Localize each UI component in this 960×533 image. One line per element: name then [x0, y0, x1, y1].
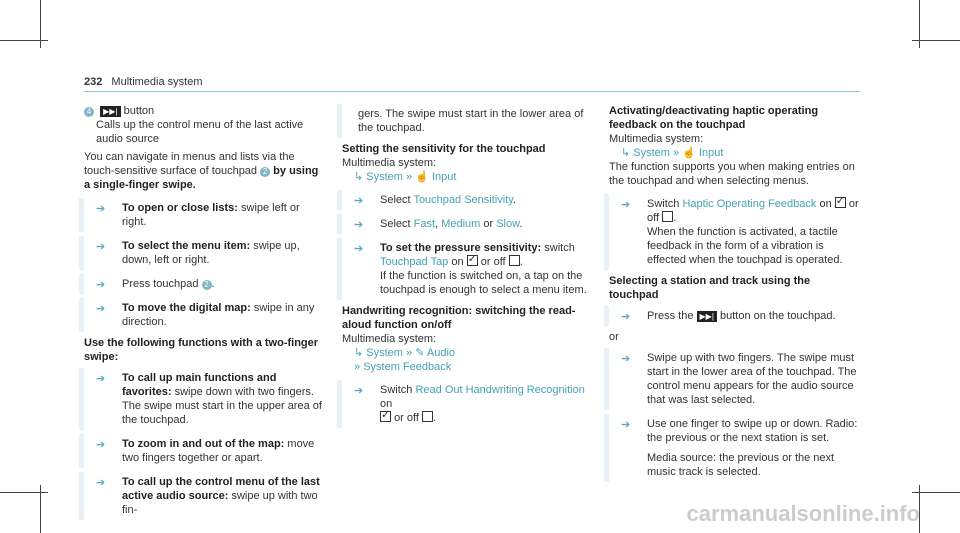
arrow-icon: ➔: [354, 195, 364, 207]
sw-pre: Switch: [647, 198, 680, 210]
list-item: [79, 368, 324, 430]
list-item: [79, 472, 324, 520]
read-out-handwriting-link[interactable]: Read Out Handwriting Recognition: [415, 384, 585, 396]
b5-text: swipe down with two fingers. The swipe must start in the upper area of the touchpad.: [122, 386, 322, 426]
next-track-icon: ▶▶|: [697, 311, 717, 322]
nav-intro-tail: by using a single-finger swipe.: [84, 165, 319, 191]
arrow-icon: ➔: [354, 219, 364, 231]
checkbox-on-icon: [467, 255, 478, 266]
or3: or: [848, 198, 859, 210]
or-off-word: or off: [480, 256, 506, 268]
slow-option[interactable]: Slow: [496, 218, 520, 230]
haptic-heading: Activating/deactivating haptic operating feedback on the touchpad: [609, 105, 819, 131]
system-feedback: System Feedback: [363, 361, 452, 373]
press-text: switch: [544, 242, 575, 254]
switch-pre: Switch: [380, 384, 413, 396]
arrow-icon: ➔: [96, 279, 106, 291]
b7-text: swipe up with two fin-: [122, 490, 318, 516]
column-2: [342, 104, 592, 432]
on-word: on: [451, 256, 464, 268]
checkbox-on-icon: [380, 411, 391, 422]
crop-mark: [912, 40, 960, 41]
two-finger-heading: Use the following functions with a two-finger swipe:: [84, 337, 319, 363]
list-item: [604, 306, 859, 326]
on2: on: [380, 398, 393, 410]
b2-text: swipe up, down, left or right.: [122, 240, 300, 266]
list-item: [79, 434, 324, 468]
haptic-desc: The function supports you when making entries on the touchpad and when selecting menus.: [609, 161, 855, 187]
on3: on: [819, 198, 832, 210]
list-item: ➔ Switch Read Out Handwriting Recognition on ✓ or off .: [337, 380, 592, 428]
callout-4-icon: 4: [84, 107, 94, 117]
list-item: [79, 198, 324, 232]
arrow-icon: ➔: [96, 303, 106, 315]
press-pre: Press the: [647, 310, 694, 322]
press-title: To set the pressure sensitivity:: [380, 242, 542, 254]
checkbox-off-icon: [662, 211, 673, 222]
arrow-icon: ➔: [96, 477, 106, 489]
handwriting-heading: Handwriting recognition: switching the read-aloud function on/off: [342, 305, 576, 331]
menu-path: ↳ System » ☝ Input: [621, 147, 724, 159]
sensitivity-heading: Setting the sensitivity for the touchpad: [342, 143, 546, 155]
medium-option[interactable]: Medium: [441, 218, 481, 230]
continued-text: [337, 104, 592, 138]
touchpad-tap-link[interactable]: Touchpad Tap: [380, 256, 449, 268]
list-item: [604, 348, 859, 410]
checkbox-off-icon: [422, 411, 433, 422]
checkbox-on-icon: [835, 197, 846, 208]
active-note: When the function is activated, a tactile feedback in the form of a vibration is effected when the touchpad is operated.: [647, 226, 843, 266]
media-text: Media source: the previous or the next music track is selected.: [647, 452, 835, 478]
sys3: System: [633, 147, 670, 159]
finger-text: Use one finger to swipe up or down. Radio: the previous or the next station is set.: [647, 418, 858, 444]
menu-path: » System Feedback: [354, 361, 452, 373]
sys2: System: [366, 347, 403, 359]
arrow-icon: ➔: [621, 419, 631, 431]
callout-2-icon: 2: [260, 167, 270, 177]
b4-text: swipe in any direction.: [122, 302, 315, 328]
station-heading: Selecting a station and track using the touchpad: [609, 275, 811, 301]
sel1-pre: Select: [380, 194, 411, 206]
sys1: System: [366, 171, 403, 183]
input3: Input: [698, 147, 724, 159]
menu-path: ↳ System » ☝ Input: [354, 171, 457, 183]
list-item: [604, 414, 859, 482]
page-header: [84, 76, 203, 88]
ms2: Multimedia system:: [342, 333, 437, 345]
cont-text: gers. The swipe must start in the lower area of the touchpad.: [358, 108, 584, 134]
or-word: or: [483, 218, 494, 230]
callout-2-icon: 2: [202, 280, 212, 290]
list-item: ➔ Press touchpad 2 .: [79, 274, 324, 294]
b7-title: To call up the control menu of the last active audio source:: [122, 476, 320, 502]
list-item: [79, 236, 324, 270]
list-item: [79, 298, 324, 332]
b2-title: To select the menu item:: [122, 240, 251, 252]
or-off2: or off: [394, 412, 419, 424]
arrow-icon: ➔: [96, 241, 106, 253]
b1-text: swipe left or right.: [122, 202, 300, 228]
list-item: ➔ Select Touchpad Sensitivity.: [337, 190, 592, 210]
arrow-icon: ➔: [621, 353, 631, 365]
checkbox-off-icon: [509, 255, 520, 266]
list-item: ➔ Switch Haptic Operating Feedback on ✓ or off . When the function is activated, a tactile feedback in the form of a vibration is effected when the touchpad is operated.: [604, 194, 859, 270]
b6-text: move two fingers together or apart.: [122, 438, 315, 464]
b3-text: Press touchpad: [122, 278, 199, 290]
arrow-icon: ➔: [621, 311, 631, 323]
list-item: ➔ To set the pressure sensitivity: switch Touchpad Tap on ✓ or off . If the function is switched on, a tap on the touchpad is enough to select a menu item.: [337, 238, 592, 300]
arrow-icon: ➔: [354, 243, 364, 255]
or-separator: or: [609, 331, 619, 343]
b5-title: To call up main functions and favorites:: [122, 372, 277, 398]
list-item: ➔ Select Fast, Medium or Slow.: [337, 214, 592, 234]
page-number: 232: [84, 76, 103, 88]
fast-option[interactable]: Fast: [413, 218, 436, 230]
item4-text: Calls up the control menu of the last active audio source: [96, 119, 304, 145]
arrow-icon: ➔: [96, 373, 106, 385]
tap-note: If the function is switched on, a tap on the touchpad is enough to select a menu item.: [380, 270, 587, 296]
arrow-icon: ➔: [621, 199, 631, 211]
sel2-pre: Select: [380, 218, 411, 230]
arrow-icon: ➔: [96, 439, 106, 451]
arrow-icon: ➔: [354, 385, 364, 397]
b1-title: To open or close lists:: [122, 202, 238, 214]
haptic-feedback-link[interactable]: Haptic Operating Feedback: [682, 198, 817, 210]
ms1: Multimedia system:: [342, 157, 437, 169]
touchpad-sensitivity-link[interactable]: Touchpad Sensitivity: [413, 194, 513, 206]
audio-icon: ✎: [415, 347, 425, 359]
crop-mark: [0, 40, 48, 41]
arrow-icon: ➔: [96, 203, 106, 215]
b4-title: To move the digital map:: [122, 302, 251, 314]
menu-path: ↳ System » ✎ Audio: [354, 347, 456, 359]
off3: off: [647, 212, 660, 224]
crop-mark: [0, 492, 48, 493]
nav-intro: You can navigate in menus and lists via the touch-sensitive surface of touchpad: [84, 151, 295, 177]
next-track-icon: ▶▶|: [100, 106, 120, 117]
input1: Input: [431, 171, 457, 183]
touch-icon: ☝: [682, 147, 696, 159]
touch-icon: ☝: [415, 171, 429, 183]
header-rule: [84, 91, 860, 92]
column-1: [84, 104, 324, 524]
page-title: Multimedia system: [111, 76, 203, 88]
column-3: [609, 104, 859, 486]
crop-mark: [912, 492, 960, 493]
watermark: carmanualsonline.info: [686, 501, 920, 526]
item4-label: button: [123, 105, 155, 117]
ms3: Multimedia system:: [609, 133, 704, 145]
swipe-text: Swipe up with two fingers. The swipe must start in the lower area of the touchpad. The control menu appears for the audio source that was last selected.: [647, 352, 857, 406]
press-post: button on the touchpad.: [719, 310, 836, 322]
b6-title: To zoom in and out of the map:: [122, 438, 285, 450]
audio: Audio: [426, 347, 456, 359]
